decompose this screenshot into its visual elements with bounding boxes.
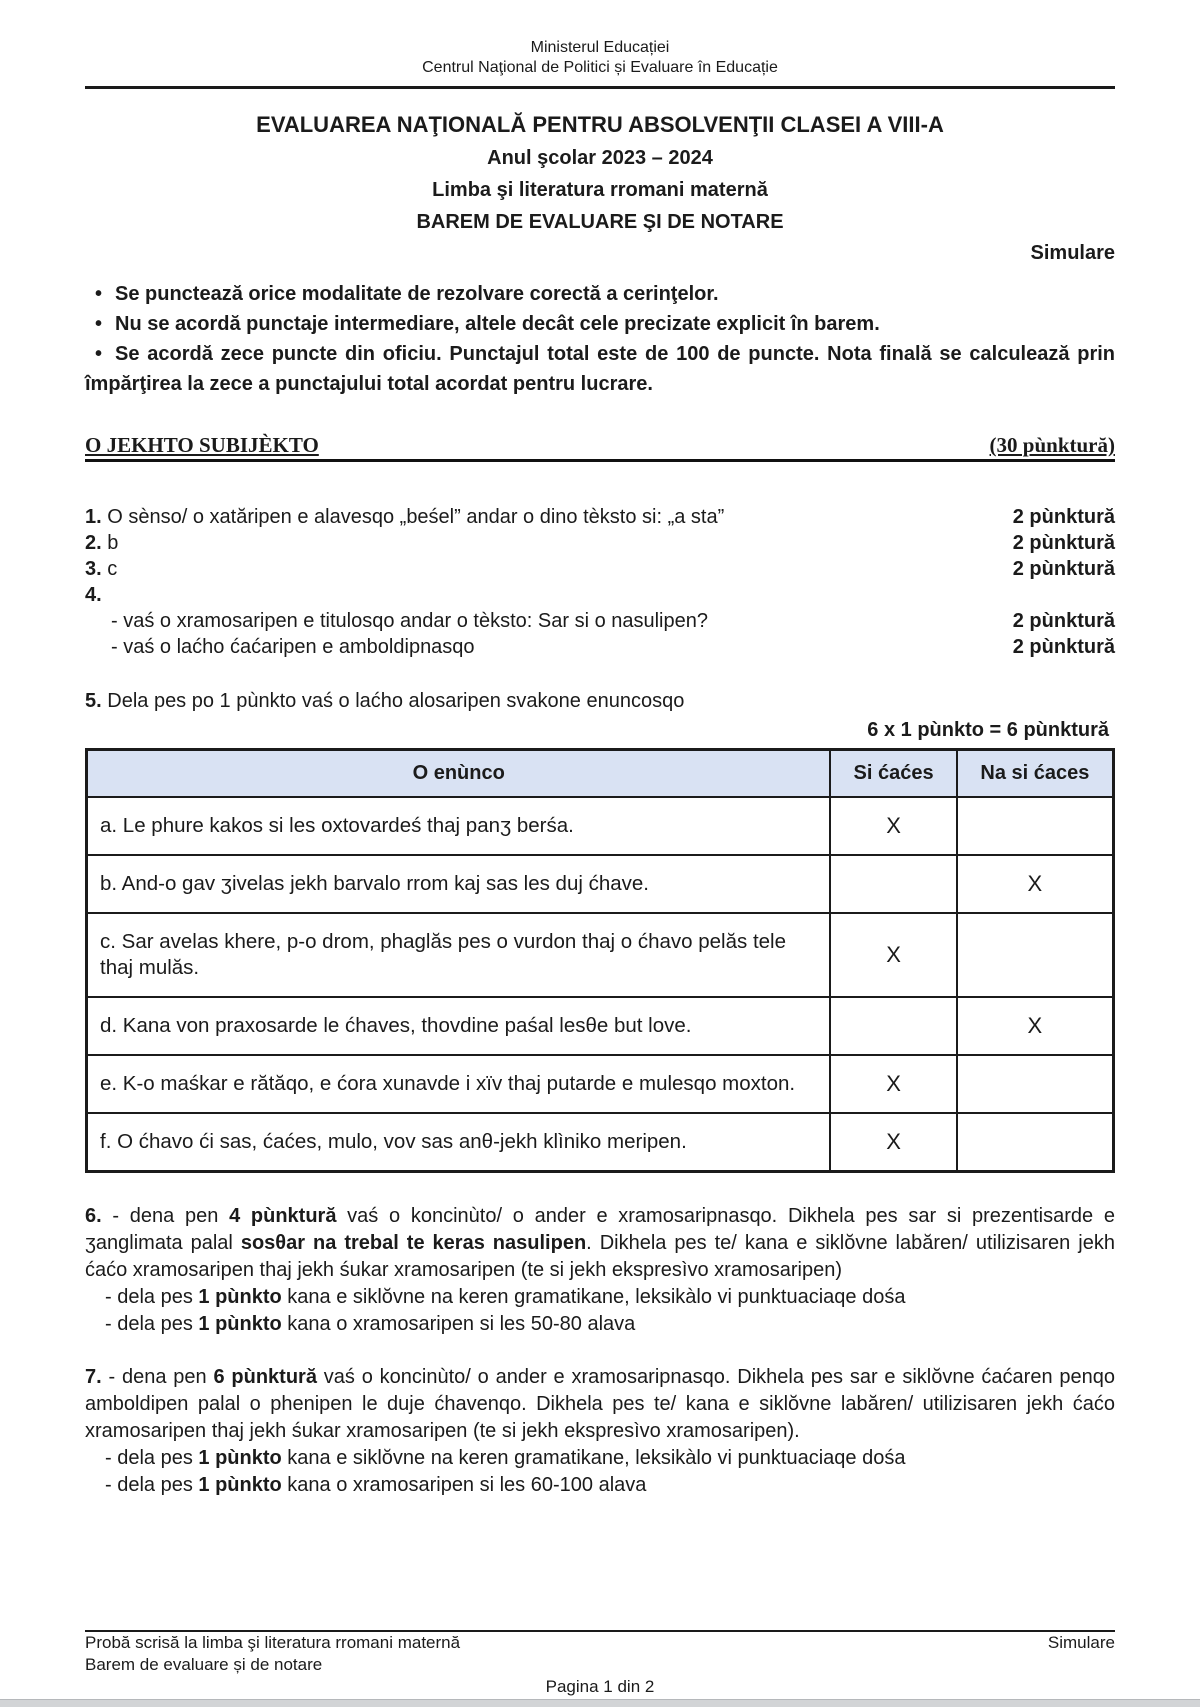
no-mark-cell xyxy=(957,1113,1114,1172)
item6-paragraph: 6. - dena pen 4 pùnktură vaś o koncinùto/ o ander e xramosaripnasqo. Dikhela pes sar si prezentisarde e ʒanglimata palal sosθar na trebal te keras nasulipen. Dikhela pes te/ kana e siklŏvne labăren/ utilizisaren jekh ćaćo xramosaripen thaj jekh śukar xramosaripen (te si jekh ekspresìvo xramosaripen) xyxy=(85,1205,1115,1281)
column-header-true: Si ćaćes xyxy=(830,750,956,798)
item-text: b xyxy=(107,532,119,554)
scoring-item xyxy=(85,530,1115,556)
statements-table xyxy=(85,748,1115,1173)
no-mark-cell xyxy=(957,913,1114,997)
doc-type: BAREM DE EVALUARE ŞI DE NOTARE xyxy=(416,211,784,233)
scoring-item xyxy=(85,556,1115,582)
yes-mark-cell: X xyxy=(830,1113,956,1172)
table-row xyxy=(87,797,1114,855)
item-points: 2 pùnktură xyxy=(1012,532,1115,554)
instruction-item: • Se punctează orice modalitate de rezolvare corectă a cerinţelor. xyxy=(85,279,1115,309)
yes-mark-cell xyxy=(830,997,956,1055)
table-row xyxy=(87,1055,1114,1113)
item7-paragraph: 7. - dena pen 6 pùnktură vaś o koncinùto/ o ander e xramosaripnasqo. Dikhela pes sar e siklŏvne ćaćaren penqo amboldipen palal o phenipen le duje ćhavenqo. Dikhela pes te/ kana e siklŏvne labăren/ utilizisaren jekh ćaćo xramosaripen thaj jekh śukar xramosaripen (te si jekh ekspresìvo xramosaripen). xyxy=(85,1366,1115,1442)
points-formula: 6 x 1 pùnkto = 6 pùnktură xyxy=(867,719,1109,741)
subject-title: Limba şi literatura rromani maternă xyxy=(432,179,768,201)
scoring-item xyxy=(85,582,1115,608)
no-mark-cell: X xyxy=(957,997,1114,1055)
yes-mark-cell: X xyxy=(830,797,956,855)
item7-sub: - dela pes 1 pùnkto kana o xramosaripen si les 60-100 alava xyxy=(105,1474,647,1496)
item-number: 4. xyxy=(85,584,102,606)
statement-cell: a. Le phure kakos si les oxtovardeś thaj panʒ berśa. xyxy=(87,797,831,855)
statement-cell: b. And-o gav ʒivelas jekh barvalo rrom kaj sas les duj ćhave. xyxy=(87,855,831,913)
item-number: 3. xyxy=(85,558,102,580)
instructions-list xyxy=(85,279,1115,399)
table-header-row xyxy=(87,750,1114,798)
sub-item-text: - vaś o laćho ćaćaripen e amboldipnasqo xyxy=(111,636,475,658)
item-points: 2 pùnktură xyxy=(1012,506,1115,528)
table-row xyxy=(87,1113,1114,1172)
scoring-items xyxy=(85,504,1115,714)
column-header-false: Na si ćaces xyxy=(957,750,1114,798)
item6-sub: - dela pes 1 pùnkto kana e siklŏvne na keren gramatikane, leksikàlo vi punktuaciaqe dośa xyxy=(105,1286,906,1308)
table-row xyxy=(87,997,1114,1055)
yes-mark-cell xyxy=(830,855,956,913)
section-title: O JEKHTO SUBIJÈKTO xyxy=(85,433,319,457)
no-mark-cell: X xyxy=(957,855,1114,913)
sub-item-points: 2 pùnktură xyxy=(1012,610,1115,632)
instruction-item: • Se acordă zece puncte din oficiu. Punctajul total este de 100 de puncte. Nota finală se calculează prin împărţirea la zece a punctajului total acordat pentru lucrare. xyxy=(85,339,1115,399)
item-text: c xyxy=(107,558,118,580)
footer-doc-line: Barem de evaluare și de notare xyxy=(85,1655,323,1674)
bottom-strip xyxy=(0,1699,1200,1707)
item-points: 2 pùnktură xyxy=(1012,558,1115,580)
instruction-item: • Nu se acordă punctaje intermediare, altele decât cele precizate explicit în barem. xyxy=(85,309,1115,339)
statement-cell: f. O ćhavo ći sas, ćaćes, mulo, vov sas anθ-jekh klìniko meripen. xyxy=(87,1113,831,1172)
yes-mark-cell: X xyxy=(830,913,956,997)
statement-cell: d. Kana von praxosarde le ćhaves, thovdine paśal lesθe but love. xyxy=(87,997,831,1055)
statement-cell: e. K-o maśkar e rătăqo, e ćora xunavde i xïv thaj putarde e mulesqo moxton. xyxy=(87,1055,831,1113)
section-heading-row xyxy=(85,432,1115,462)
sub-item-text: - vaś o xramosaripen e titulosqo andar o tèksto: Sar si o nasulipen? xyxy=(111,610,708,632)
page-number: Pagina 1 din 2 xyxy=(545,1677,655,1696)
sub-item xyxy=(85,634,1115,660)
header-divider xyxy=(85,86,1115,89)
sub-item-points: 2 pùnktură xyxy=(1012,636,1115,658)
item6-sub: - dela pes 1 pùnkto kana o xramosaripen si les 50-80 alava xyxy=(105,1313,636,1335)
table-row xyxy=(87,913,1114,997)
sub-item xyxy=(85,608,1115,634)
center-line: Centrul Naţional de Politici și Evaluare în Educație xyxy=(422,59,778,76)
yes-mark-cell: X xyxy=(830,1055,956,1113)
ministry-line: Ministerul Educației xyxy=(530,39,670,56)
item-number: 1. xyxy=(85,506,102,528)
item-text: O sènso/ o xatăripen e alavesqo „beśel” andar o dino tèksto si: „a sta” xyxy=(107,506,725,528)
scoring-item xyxy=(85,504,1115,530)
page-footer xyxy=(0,1630,1200,1707)
school-year: Anul şcolar 2023 – 2024 xyxy=(487,147,713,169)
no-mark-cell xyxy=(957,1055,1114,1113)
page-title: EVALUAREA NAŢIONALĂ PENTRU ABSOLVENŢII CLASEI A VIII-A xyxy=(256,112,944,137)
no-mark-cell xyxy=(957,797,1114,855)
footer-subject-line: Probă scrisă la limba şi literatura rromani maternă xyxy=(85,1633,461,1652)
statement-cell: c. Sar avelas khere, p-o drom, phaglăs pes o vurdon thaj o ćhavo pelăs tele thaj mulăs. xyxy=(87,913,831,997)
table-row xyxy=(87,855,1114,913)
column-header-statement: O enùnco xyxy=(87,750,831,798)
footer-variant-label: Simulare xyxy=(1047,1633,1115,1652)
section-points: (30 pùnktură) xyxy=(989,433,1115,457)
item-number: 5. xyxy=(85,690,102,712)
item7-sub: - dela pes 1 pùnkto kana e siklŏvne na keren gramatikane, leksikàlo vi punktuaciaqe dośa xyxy=(105,1447,906,1469)
variant-label: Simulare xyxy=(1030,242,1115,264)
item-number: 2. xyxy=(85,532,102,554)
item-text: Dela pes po 1 pùnkto vaś o laćho alosaripen svakone enuncosqo xyxy=(107,690,685,712)
scoring-item-5 xyxy=(85,688,1115,714)
